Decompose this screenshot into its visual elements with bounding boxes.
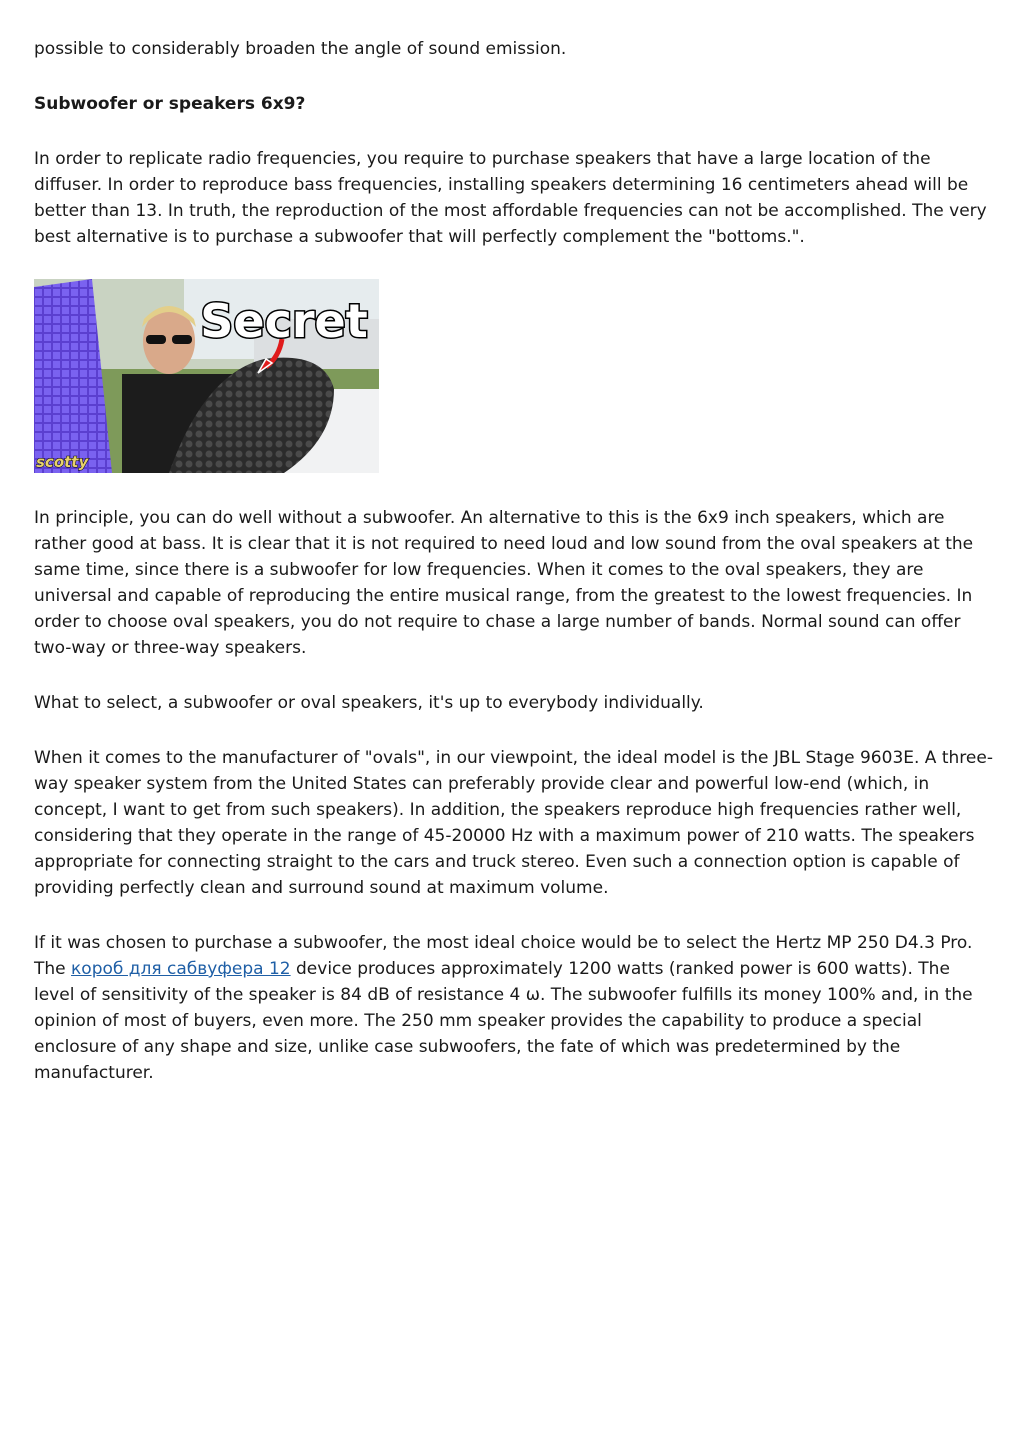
hertz-text-before-link: If it was chosen to purchase a subwoofer, the most ideal choice would be to select the Hertz MP 250 D4.3 Pro. The [34, 933, 973, 979]
article-body [34, 36, 994, 1115]
paragraph-without-subwoofer: In principle, you can do well without a subwoofer. An alternative to this is the 6x9 inch speakers, which are rather good at bass. It is clear that it is not required to need loud and low sound from the oval speakers at the same time, since there is a subwoofer for low frequencies. When it comes to the oval speakers, they are universal and capable of reproducing the entire musical range, from the greatest to the lowest frequencies. In order to choose oval speakers, you do not require to chase a large number of bands. Normal sound can offer two-way or three-way speakers. [34, 508, 974, 658]
paragraph-hertz-subwoofer [34, 930, 994, 1086]
subwoofer-box-link[interactable]: короб для сабвуфера 12 [71, 959, 291, 979]
paragraph-jbl-ovals: When it comes to the manufacturer of "ovals", in our viewpoint, the ideal model is the JBL Stage 9603E. A three-way speaker system from the United States can preferably provide clear and powerful low-end (which, in concept, I want to get from such speakers). In addition, the speakers reproduce high frequencies rather well, considering that they operate in the range of 45-20000 Hz with a maximum power of 210 watts. The speakers appropriate for connecting straight to the cars and truck stereo. Even such a connection option is capable of providing perfectly clean and surround sound at maximum volume. [34, 748, 993, 898]
thumbnail-watermark: scotty [36, 453, 89, 471]
paragraph-radio-frequencies: In order to replicate radio frequencies, you require to purchase speakers that have a large location of the diffuser. In order to reproduce bass frequencies, installing speakers determining 16 centimeters ahead will be better than 13. In truth, the reproduction of the most affordable frequencies can not be accomplished. The very best alternative is to purchase a subwoofer that will perfectly complement the "bottoms.". [34, 149, 987, 247]
section-heading: Subwoofer or speakers 6x9? [34, 94, 306, 114]
paragraph-what-to-select: What to select, a subwoofer or oval speakers, it's up to everybody individually. [34, 693, 704, 713]
hertz-text-after-link: device produces approximately 1200 watts (ranked power is 600 watts). The level of sensitivity of the speaker is 84 dB of resistance 4 ω. The subwoofer fulfills its money 100% and, in the opinion of most of buyers, even more. The 250 mm speaker provides the capability to produce a special enclosure of any shape and size, unlike case subwoofers, the fate of which was predetermined by the manufacturer. [34, 959, 973, 1083]
thumbnail-title-text: Secret [200, 294, 368, 348]
article-image [34, 279, 379, 473]
speaker-thumbnail-illustration [34, 279, 379, 473]
intro-paragraph: possible to considerably broaden the angle of sound emission. [34, 39, 567, 59]
